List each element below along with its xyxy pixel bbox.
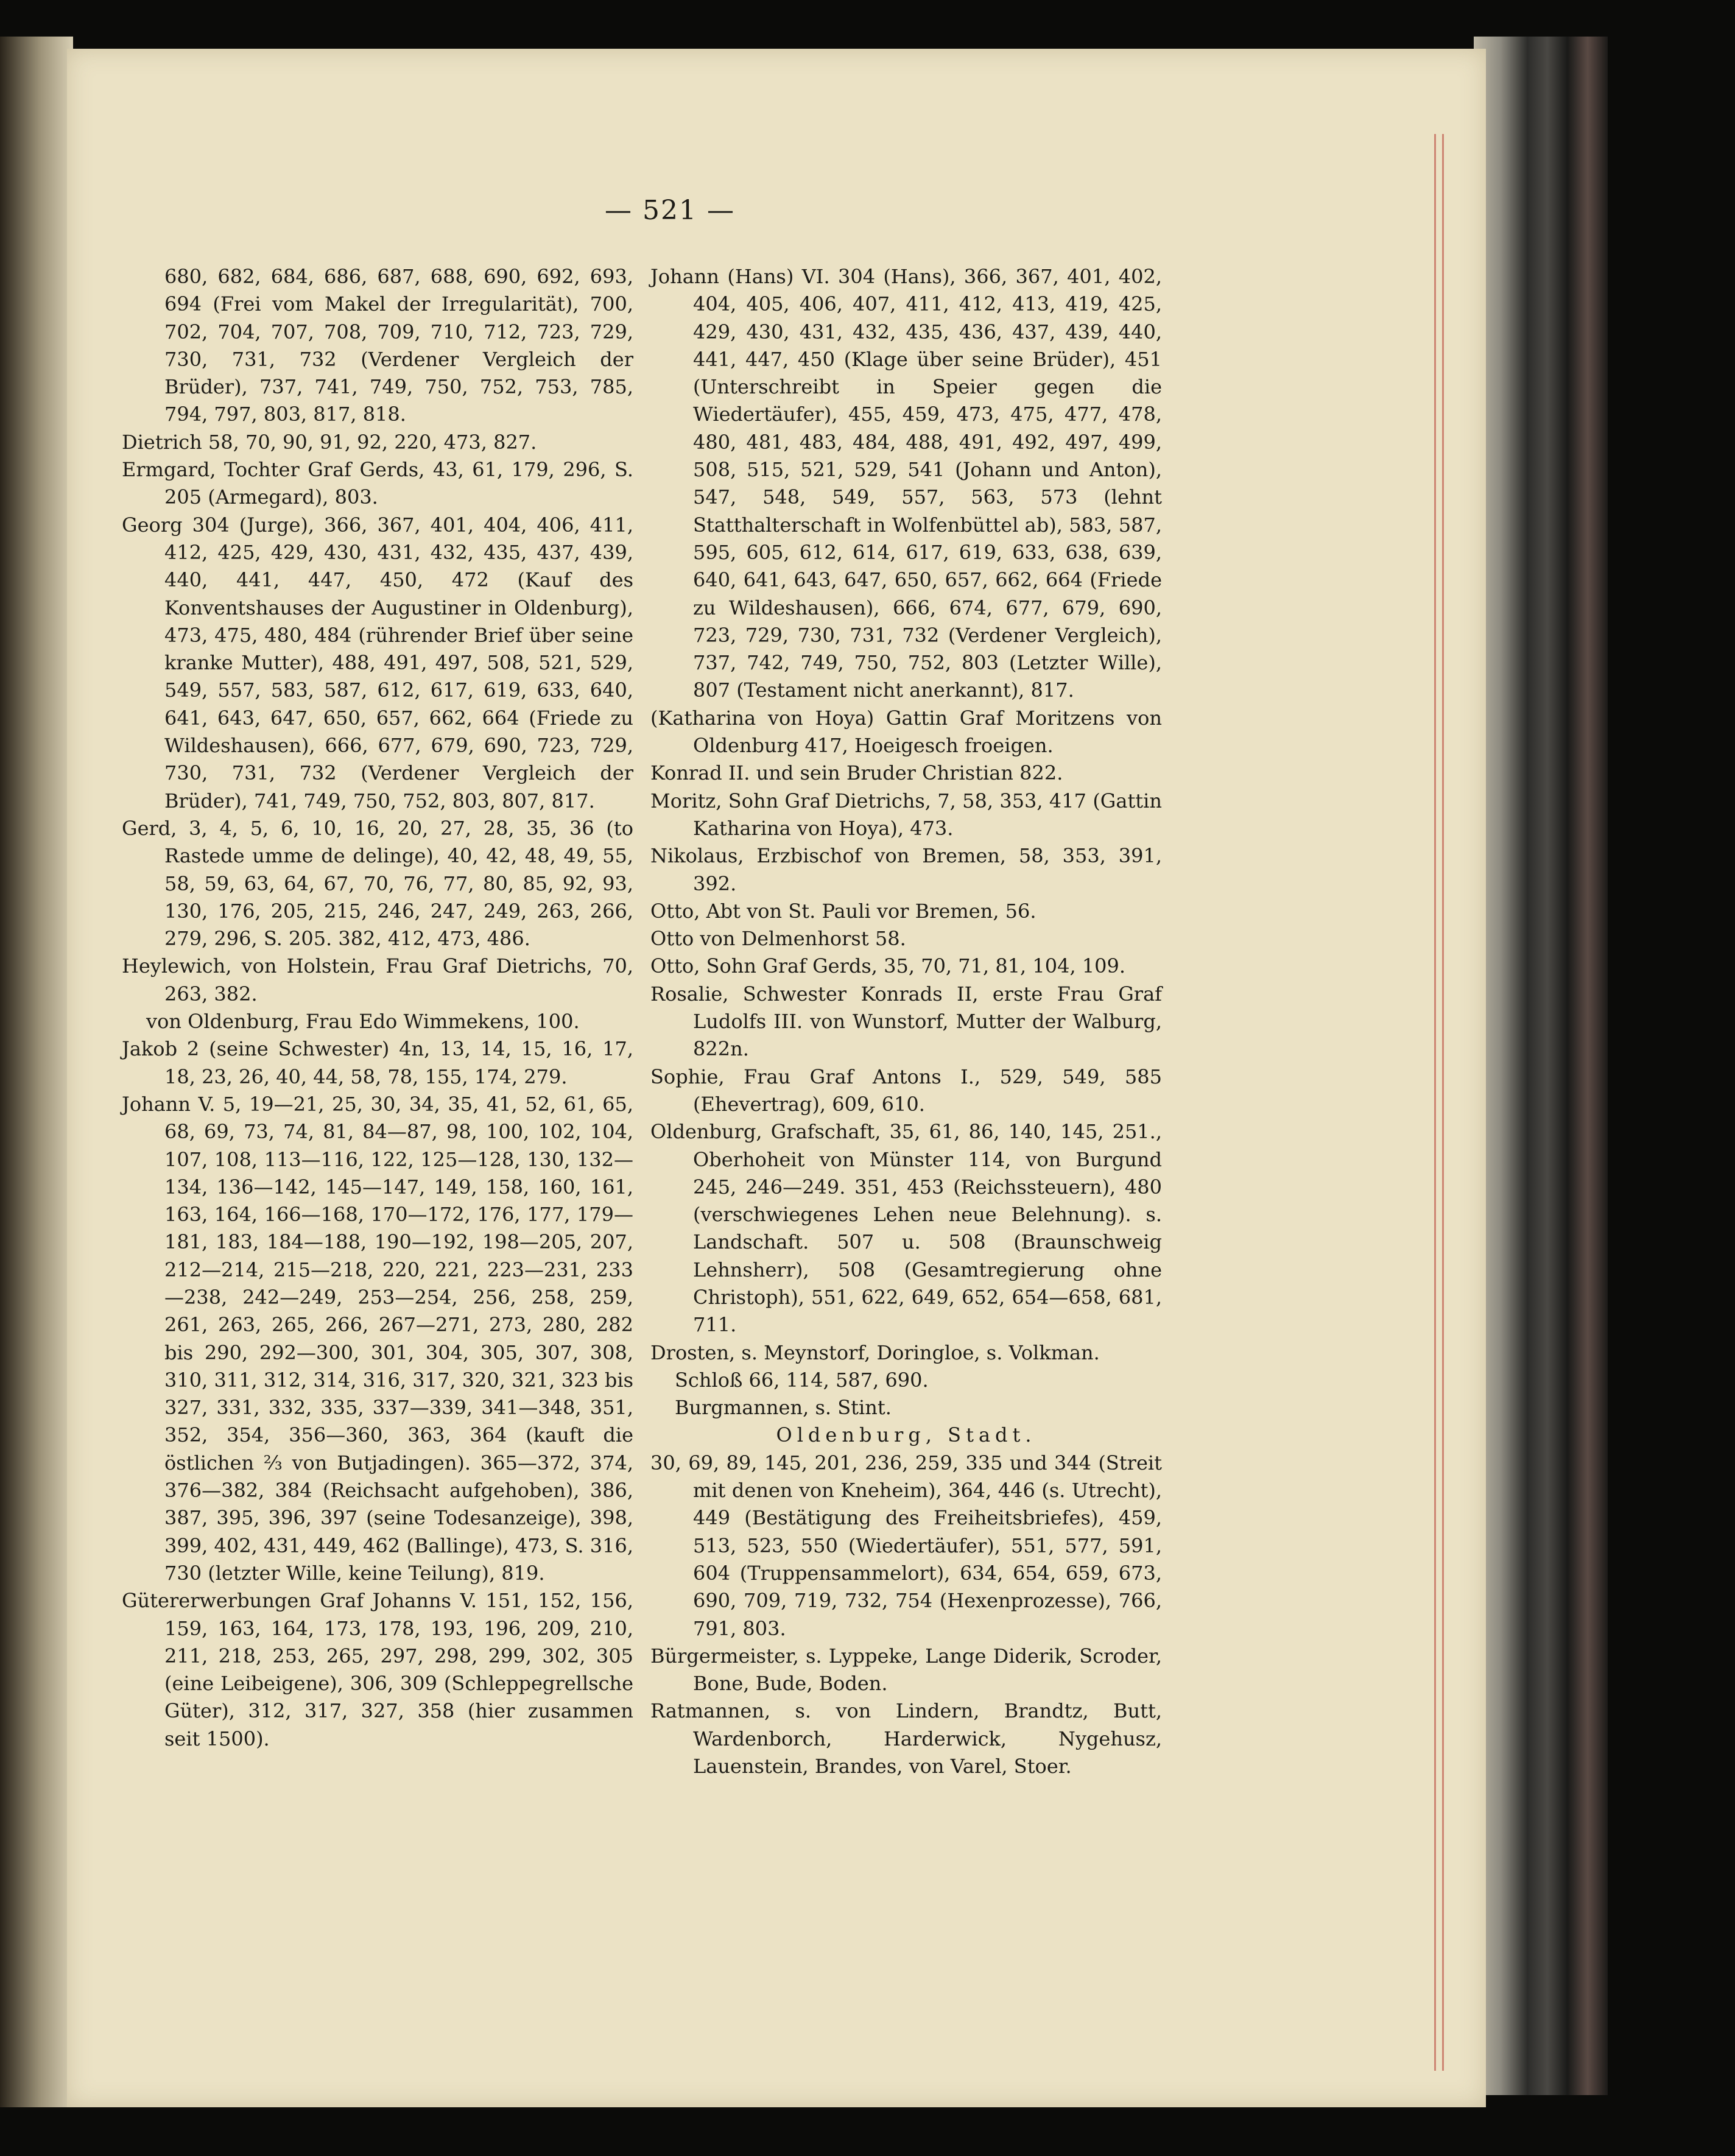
index-entry: Rosalie, Schwester Konrads II, erste Frau Graf Ludolfs III. von Wunstorf, Mutter der Walburg, 822n. [650,982,1162,1061]
index-subentry: Burgmannen, s. Stint. [675,1396,892,1420]
index-entry: Gütererwerbungen Graf Johanns V. 151, 152, 156, 159, 163, 164, 173, 178, 193, 196, 209, 210, 211, 218, 253, 265, 297, 298, 299, 302, 305 (eine Leibeigene), 306, 309 (Schleppegrellsche Güter), 312, 317, 327, 358 (hier zusammen seit 1500). [122,1589,633,1750]
index-entry: Dietrich 58, 70, 90, 91, 92, 220, 473, 827. [122,430,537,454]
section-heading: Oldenburg, Stadt. [776,1423,1036,1447]
index-entry: Ermgard, Tochter Graf Gerds, 43, 61, 179, 296, S. 205 (Armegard), 803. [122,458,633,509]
index-entry: (Katharina von Hoya) Gattin Graf Moritzens von Oldenburg 417, Hoeigesch froeigen. [650,706,1162,758]
index-entry: 30, 69, 89, 145, 201, 236, 259, 335 und 344 (Streit mit denen von Kneheim), 364, 446 (s. Utrecht), 449 (Bestätigung des Freiheitsbriefes), 459, 513, 523, 550 (Wiedertäufer), 551, 577, 591, 604 (Truppensammelort), 634, 654, 659, 673, 690, 709, 719, 732, 754 (Hexenprozesse), 766, 791, 803. [650,1451,1162,1640]
index-entry: Jakob 2 (seine Schwester) 4n, 13, 14, 15, 16, 17, 18, 23, 26, 40, 44, 58, 78, 155, 174, 279. [122,1037,633,1088]
index-entry: Oldenburg, Grafschaft, 35, 61, 86, 140, 145, 251., Oberhoheit von Münster 114, von Burgund 245, 246—249. 351, 453 (Reichssteuern), 480 (verschwiegenes Lehen neue Belehnung). s. Landschaft. 507 u. 508 (Braunschweig Lehnsherr), 508 (Gesamtregierung ohne Christoph), 551, 622, 649, 652, 654—658, 681, 711. [650,1120,1162,1337]
index-column-left [122,263,633,1753]
index-entry: Gerd, 3, 4, 5, 6, 10, 16, 20, 27, 28, 35, 36 (to Rastede umme de delinge), 40, 42, 48, 49, 55, 58, 59, 63, 64, 67, 70, 76, 77, 80, 85, 92, 93, 130, 176, 205, 215, 246, 247, 249, 263, 266, 279, 296, S. 205. 382, 412, 473, 486. [122,816,633,951]
index-entry: Johann (Hans) VI. 304 (Hans), 366, 367, 401, 402, 404, 405, 406, 407, 411, 412, 413, 419, 425, 429, 430, 431, 432, 435, 436, 437, 439, 440, 441, 447, 450 (Klage über seine Brüder), 451 (Unterschreibt in Speier gegen die Wiedertäufer), 455, 459, 473, 475, 477, 478, 480, 481, 483, 484, 488, 491, 492, 497, 499, 508, 515, 521, 529, 541 (Johann und Anton), 547, 548, 549, 557, 563, 573 (lehnt Statthalterschaft in Wolfenbüttel ab), 583, 587, 595, 605, 612, 614, 617, 619, 633, 638, 639, 640, 641, 643, 647, 650, 657, 662, 664 (Friede zu Wildeshausen), 666, 674, 677, 679, 690, 723, 729, 730, 731, 732 (Verdener Vergleich), 737, 742, 749, 750, 752, 803 (Letzter Wille), 807 (Testament nicht anerkannt), 817. [650,265,1162,702]
index-subentry: von Oldenburg, Frau Edo Wimmekens, 100. [146,1010,580,1034]
index-entry: Konrad II. und sein Bruder Christian 822. [650,761,1063,785]
book-spine [0,37,73,2107]
index-entry: Johann V. 5, 19—21, 25, 30, 34, 35, 41, 52, 61, 65, 68, 69, 73, 74, 81, 84—87, 98, 100, 102, 104, 107, 108, 113—116, 122, 125—128, 130, 132—134, 136—142, 145—147, 149, 158, 160, 161, 163, 164, 166—168, 170—172, 176, 177, 179—181, 183, 184—188, 190—192, 198—205, 207, 212—214, 215—218, 220, 221, 223—231, 233—238, 242—249, 253—254, 256, 258, 259, 261, 263, 265, 266, 267—271, 273, 280, 282 bis 290, 292—300, 301, 304, 305, 307, 308, 310, 311, 312, 314, 316, 317, 320, 321, 323 bis 327, 331, 332, 335, 337—339, 341—348, 351, 352, 354, 356—360, 363, 364 (kauft die östlichen ⅔ von Butjadingen). 365—372, 374, 376—382, 384 (Reichsacht aufgehoben), 386, 387, 395, 396, 397 (seine Todesanzeige), 398, 399, 402, 431, 449, 462 (Ballinge), 473, S. 316, 730 (letzter Wille, keine Teilung), 819. [122,1092,633,1585]
page-edge-line [1434,134,1436,2071]
index-entry: Otto von Delmenhorst 58. [650,927,906,951]
index-entry: Georg 304 (Jurge), 366, 367, 401, 404, 406, 411, 412, 425, 429, 430, 431, 432, 435, 437, 439, 440, 441, 447, 450, 472 (Kauf des Konventshauses der Augustiner in Oldenburg), 473, 475, 480, 484 (rührender Brief über seine kranke Mutter), 488, 491, 497, 508, 521, 529, 549, 557, 583, 587, 612, 617, 619, 633, 640, 641, 643, 647, 650, 657, 662, 664 (Friede zu Wildeshausen), 666, 677, 679, 690, 723, 729, 730, 731, 732 (Verdener Vergleich der Brüder), 741, 749, 750, 752, 803, 807, 817. [122,513,633,812]
index-entry: Ratmannen, s. von Lindern, Brandtz, Butt, Wardenborch, Harderwick, Nygehusz, Lauenstein, Brandes, von Varel, Stoer. [650,1699,1162,1778]
page-edge-line [1442,134,1444,2071]
index-column-right [650,263,1162,1780]
index-entry: Drosten, s. Meynstorf, Doringloe, s. Volkman. [650,1340,1100,1364]
index-entry: Bürgermeister, s. Lyppeke, Lange Diderik, Scroder, Bone, Bude, Boden. [650,1644,1162,1696]
index-entry: Moritz, Sohn Graf Dietrichs, 7, 58, 353, 417 (Gattin Katharina von Hoya), 473. [650,789,1162,840]
index-entry: Nikolaus, Erzbischof von Bremen, 58, 353, 391, 392. [650,844,1162,895]
page-number: — 521 — [605,195,735,226]
index-entry: Heylewich, von Holstein, Frau Graf Dietrichs, 70, 263, 382. [122,954,633,1006]
marbled-cover [1474,37,1608,2095]
index-entry: Otto, Sohn Graf Gerds, 35, 70, 71, 81, 104, 109. [650,954,1126,978]
index-entry-continuation: 680, 682, 684, 686, 687, 688, 690, 692, 693, 694 (Frei vom Makel der Irregularität), 700, 702, 704, 707, 708, 709, 710, 712, 723, 729, 730, 731, 732 (Verdener Vergleich der Brüder), 737, 741, 749, 750, 752, 753, 785, 794, 797, 803, 817, 818. [164,265,633,426]
index-entry: Sophie, Frau Graf Antons I., 529, 549, 585 (Ehevertrag), 609, 610. [650,1065,1162,1116]
index-entry: Otto, Abt von St. Pauli vor Bremen, 56. [650,899,1036,923]
index-subentry: Schloß 66, 114, 587, 690. [675,1368,929,1392]
